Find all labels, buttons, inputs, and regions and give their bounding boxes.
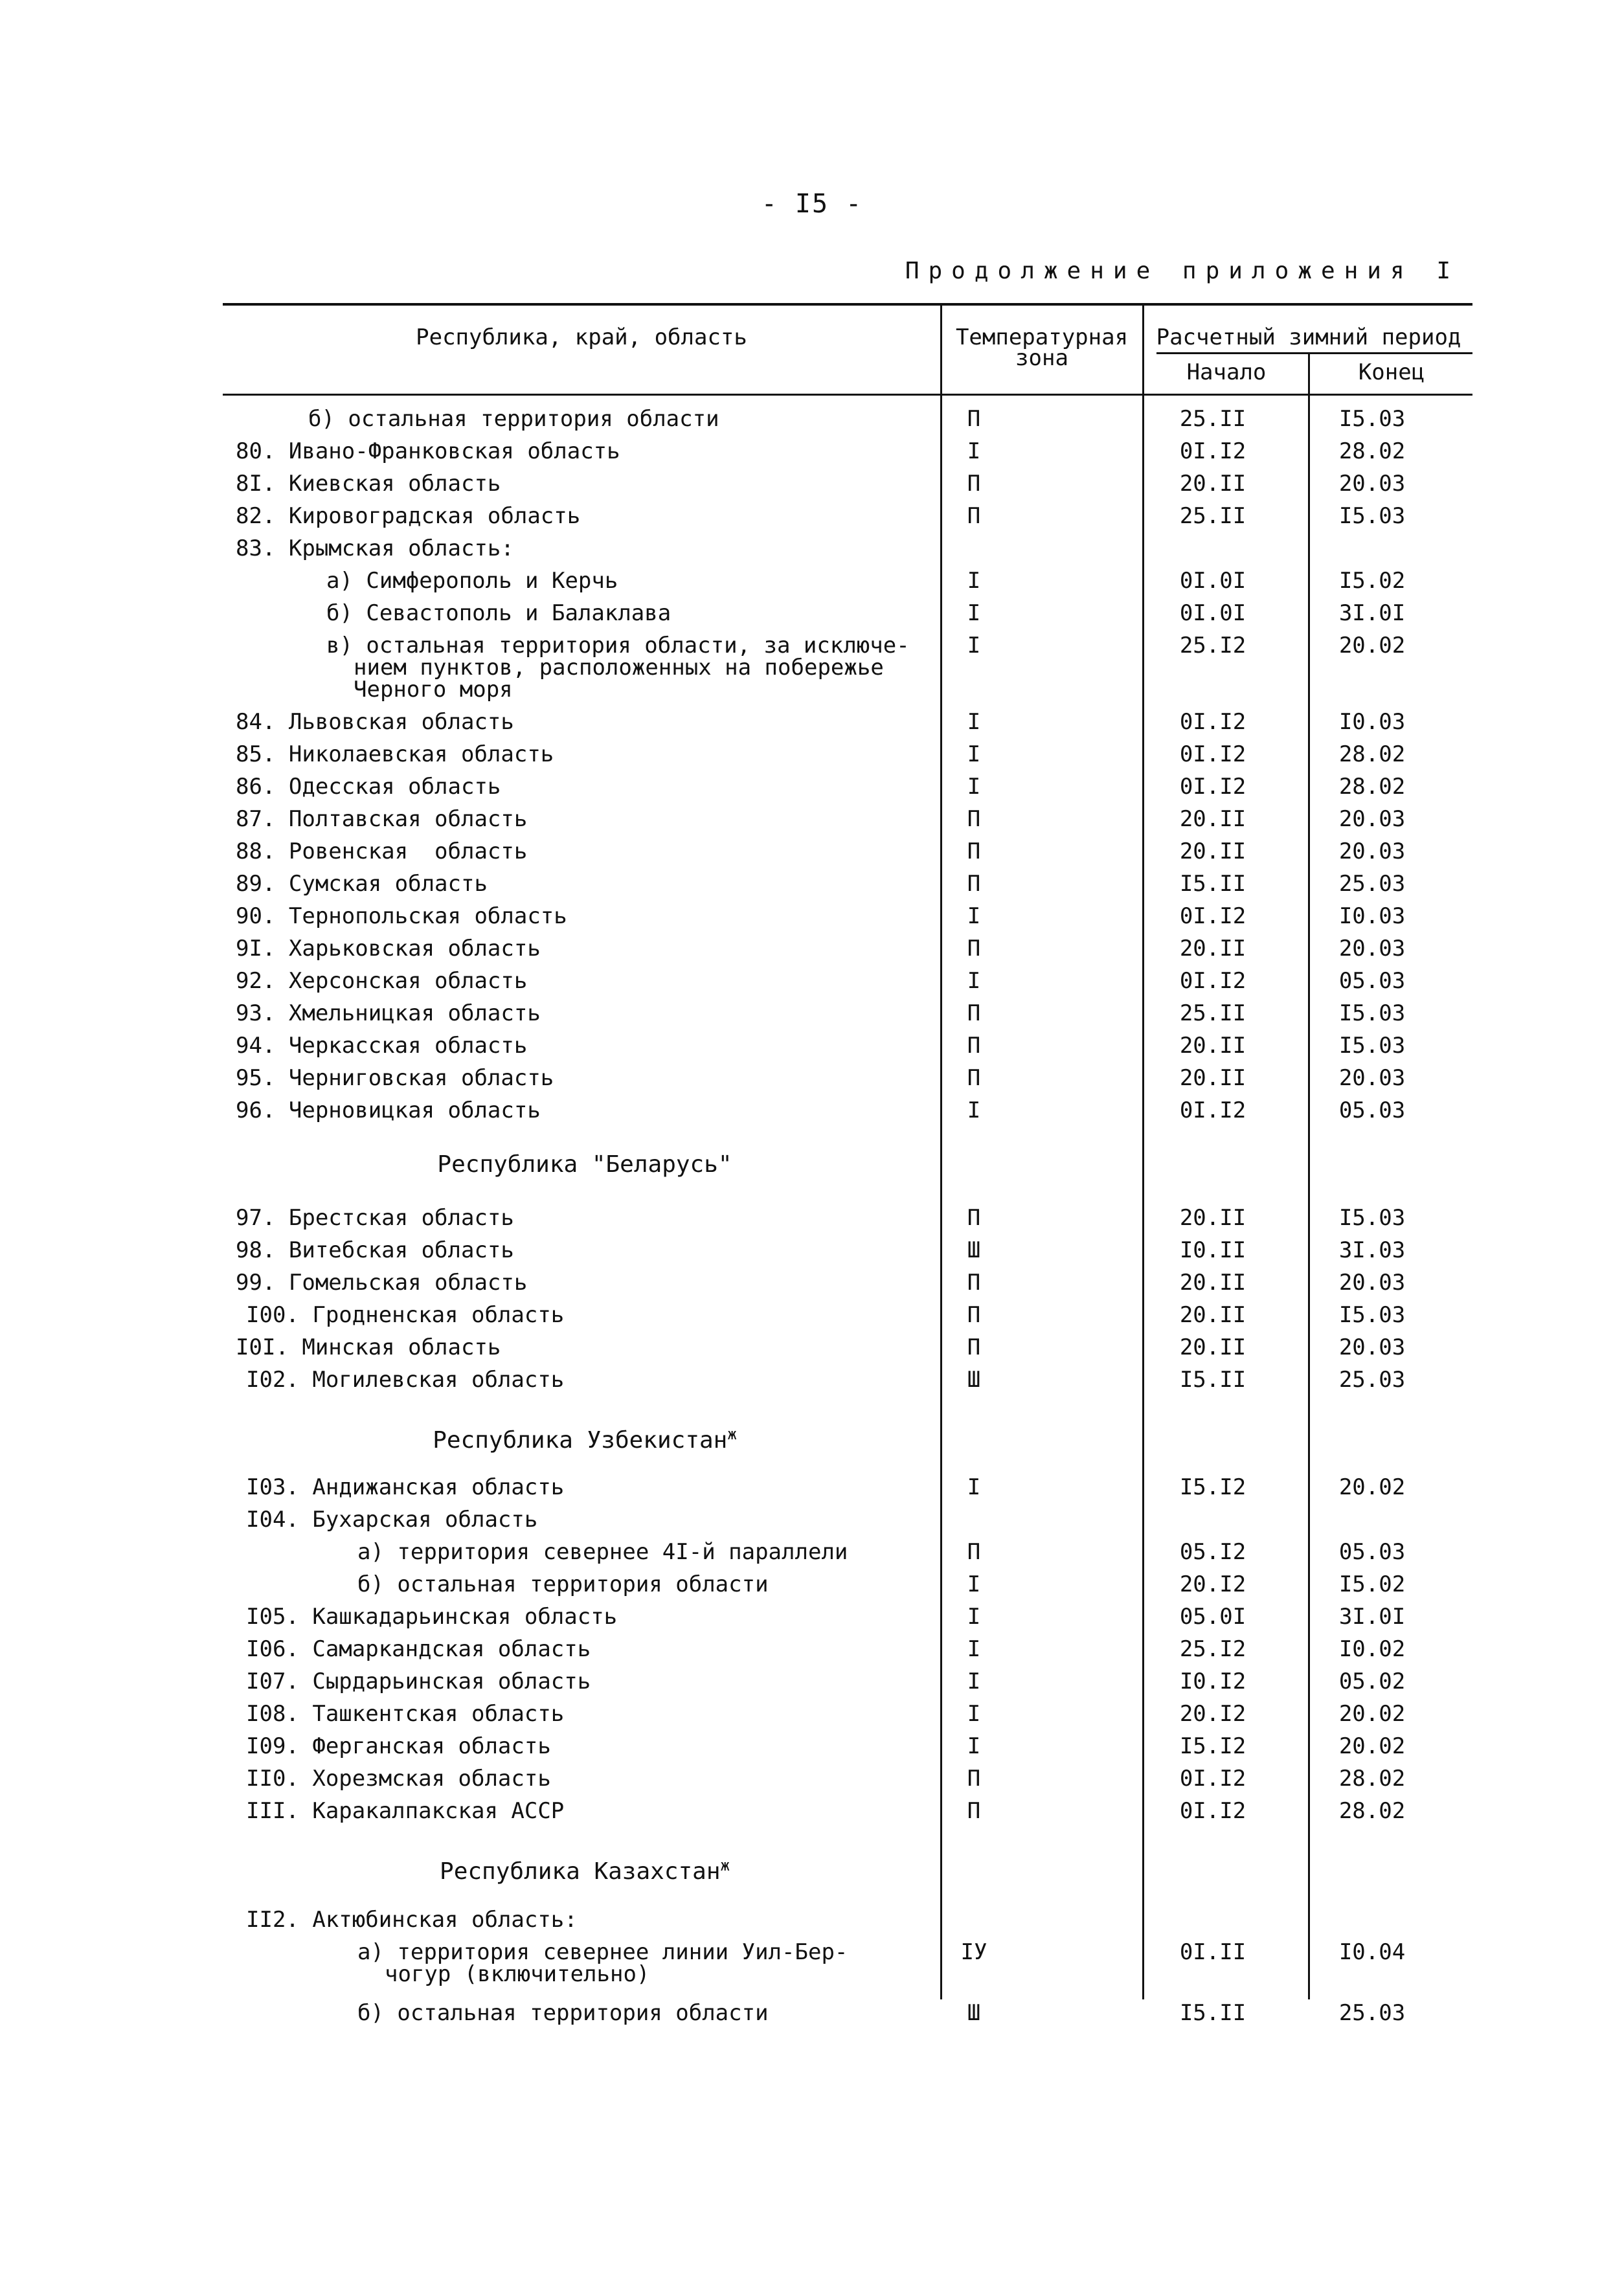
period-end: I5.03 bbox=[1338, 1205, 1406, 1231]
temperature-zone: П bbox=[967, 1270, 981, 1296]
region-name: 92. Херсонская область bbox=[236, 968, 528, 994]
period-end: 3I.0I bbox=[1338, 600, 1406, 626]
region-name: I09. Ферганская область bbox=[246, 1733, 551, 1759]
period-end: 25.03 bbox=[1338, 1367, 1406, 1393]
period-start: 20.II bbox=[1179, 1033, 1246, 1059]
period-end: 20.03 bbox=[1338, 806, 1406, 832]
period-start: 20.II bbox=[1179, 838, 1246, 864]
temperature-zone: Ш bbox=[967, 2000, 981, 2026]
zone-col-divider bbox=[940, 303, 942, 1999]
region-name: 80. Ивано-Франковская область bbox=[236, 438, 620, 464]
period-start: 25.II bbox=[1179, 503, 1246, 529]
temperature-zone: I bbox=[967, 1669, 981, 1694]
region-name: 86. Одесская область bbox=[236, 774, 501, 800]
col-header-period: Расчетный зимний период bbox=[1156, 324, 1461, 350]
temperature-zone: П bbox=[967, 1065, 981, 1091]
region-name: 99. Гомельская область bbox=[236, 1270, 528, 1296]
col-header-zone-line2: зона bbox=[1015, 345, 1068, 371]
footnote-mark: ж bbox=[720, 1856, 730, 1874]
temperature-zone: I bbox=[967, 709, 981, 735]
period-start: I0.I2 bbox=[1179, 1669, 1246, 1694]
section-title-text: Республика "Беларусь" bbox=[437, 1151, 732, 1178]
section-title-text: Республика Казахстан bbox=[440, 1858, 721, 1885]
period-start: 0I.I2 bbox=[1179, 968, 1246, 994]
period-start: 20.II bbox=[1179, 936, 1246, 962]
region-name: 95. Черниговская область bbox=[236, 1065, 554, 1091]
region-name: чогур (включительно) bbox=[385, 1961, 650, 1987]
period-end: 28.02 bbox=[1338, 1798, 1406, 1824]
temperature-zone: I bbox=[967, 1701, 981, 1727]
period-end: 20.02 bbox=[1338, 1733, 1406, 1759]
period-start: 20.II bbox=[1179, 1270, 1246, 1296]
region-name: 83. Крымская область: bbox=[236, 535, 514, 561]
period-start: 0I.I2 bbox=[1179, 438, 1246, 464]
temperature-zone: П bbox=[967, 1539, 981, 1565]
temperature-zone: IУ bbox=[960, 1939, 987, 1965]
temperature-zone: I bbox=[967, 1733, 981, 1759]
period-end: 28.02 bbox=[1338, 774, 1406, 800]
period-subheader-rule bbox=[1156, 352, 1472, 354]
period-end: I0.03 bbox=[1338, 903, 1406, 929]
col-header-end: Конец bbox=[1358, 359, 1425, 385]
period-end: 25.03 bbox=[1338, 871, 1406, 897]
region-name: а) территория севернее линии Уил-Бер- bbox=[357, 1939, 848, 1965]
period-start: 25.I2 bbox=[1179, 1636, 1246, 1662]
period-start: 0I.I2 bbox=[1179, 1798, 1246, 1824]
temperature-zone: П bbox=[967, 1033, 981, 1059]
region-name: в) остальная территория области, за исключе- bbox=[326, 633, 910, 658]
region-name: б) остальная территория области bbox=[357, 1571, 769, 1597]
col-header-zone-line1: Температурная bbox=[955, 324, 1129, 350]
section-title bbox=[223, 1423, 947, 1452]
period-end: 05.03 bbox=[1338, 1539, 1406, 1565]
table-top-rule bbox=[223, 303, 1472, 306]
period-start: 20.II bbox=[1179, 471, 1246, 497]
period-end: 20.03 bbox=[1338, 1270, 1406, 1296]
temperature-zone: Ш bbox=[967, 1237, 981, 1263]
region-name: б) Севастополь и Балаклава bbox=[326, 600, 671, 626]
period-end: 28.02 bbox=[1338, 438, 1406, 464]
header-bottom-rule bbox=[223, 394, 1472, 396]
temperature-zone: I bbox=[967, 600, 981, 626]
temperature-zone: I bbox=[967, 568, 981, 594]
period-start: I0.II bbox=[1179, 1237, 1246, 1263]
region-name: 87. Полтавская область bbox=[236, 806, 528, 832]
temperature-zone: Ш bbox=[967, 1367, 981, 1393]
period-start: 0I.0I bbox=[1179, 600, 1246, 626]
section-title bbox=[223, 1854, 947, 1883]
period-start: 20.II bbox=[1179, 1065, 1246, 1091]
footnote-mark: ж bbox=[727, 1425, 737, 1443]
temperature-zone: I bbox=[967, 1604, 981, 1630]
temperature-zone: I bbox=[967, 633, 981, 658]
period-start: I5.II bbox=[1179, 871, 1246, 897]
region-name: Черного моря bbox=[354, 677, 513, 703]
section-title-text: Республика Узбекистан bbox=[433, 1427, 728, 1454]
period-end: I5.03 bbox=[1338, 1033, 1406, 1059]
period-end: 20.02 bbox=[1338, 1701, 1406, 1727]
period-start: I5.II bbox=[1179, 2000, 1246, 2026]
period-start: 20.II bbox=[1179, 1205, 1246, 1231]
temperature-zone: П bbox=[967, 838, 981, 864]
temperature-zone: П bbox=[967, 1205, 981, 1231]
region-name: нием пунктов, расположенных на побережье bbox=[354, 655, 884, 680]
period-col-divider bbox=[1142, 303, 1144, 1999]
region-name: а) Симферополь и Керчь bbox=[326, 568, 618, 594]
region-name: I03. Андижанская область bbox=[246, 1474, 565, 1500]
region-name: I07. Сырдарьинская область bbox=[246, 1669, 591, 1694]
period-end: 3I.0I bbox=[1338, 1604, 1406, 1630]
region-name: III. Каракалпакская АССР bbox=[246, 1798, 565, 1824]
temperature-zone: П bbox=[967, 1766, 981, 1792]
period-start: 25.I2 bbox=[1179, 633, 1246, 658]
period-start: 0I.II bbox=[1179, 1939, 1246, 1965]
period-start: I5.I2 bbox=[1179, 1474, 1246, 1500]
period-end: I0.04 bbox=[1338, 1939, 1406, 1965]
region-name: 93. Хмельницкая область bbox=[236, 1000, 541, 1026]
region-name: 82. Кировоградская область bbox=[236, 503, 581, 529]
temperature-zone: П bbox=[967, 471, 981, 497]
period-end: 20.03 bbox=[1338, 1065, 1406, 1091]
period-end: I5.03 bbox=[1338, 1000, 1406, 1026]
col-header-region: Республика, край, область bbox=[416, 324, 747, 350]
region-name: I05. Кашкадарьинская область bbox=[246, 1604, 618, 1630]
col-header-start: Начало bbox=[1186, 359, 1267, 385]
period-start: 0I.I2 bbox=[1179, 774, 1246, 800]
period-end: 20.02 bbox=[1338, 633, 1406, 658]
period-start: 20.I2 bbox=[1179, 1701, 1246, 1727]
region-name: 84. Львовская область bbox=[236, 709, 514, 735]
region-name: 90. Тернопольская область bbox=[236, 903, 567, 929]
start-end-divider bbox=[1308, 352, 1310, 1999]
period-end: 3I.03 bbox=[1338, 1237, 1406, 1263]
period-end: I5.03 bbox=[1338, 406, 1406, 432]
temperature-zone: П bbox=[967, 406, 981, 432]
period-start: 05.0I bbox=[1179, 1604, 1246, 1630]
temperature-zone: I bbox=[967, 903, 981, 929]
region-name: 8I. Киевская область bbox=[236, 471, 501, 497]
period-end: 20.03 bbox=[1338, 838, 1406, 864]
temperature-zone: П bbox=[967, 1000, 981, 1026]
temperature-zone: П bbox=[967, 806, 981, 832]
period-end: 25.03 bbox=[1338, 2000, 1406, 2026]
temperature-zone: I bbox=[967, 1474, 981, 1500]
period-end: 05.03 bbox=[1338, 1097, 1406, 1123]
temperature-zone: П bbox=[967, 1302, 981, 1328]
region-name: 85. Николаевская область bbox=[236, 741, 554, 767]
temperature-zone: I bbox=[967, 1636, 981, 1662]
region-name: а) территория севернее 4I-й параллели bbox=[357, 1539, 848, 1565]
region-name: б) остальная территория области bbox=[308, 406, 719, 432]
region-name: I08. Ташкентская область bbox=[246, 1701, 565, 1727]
section-title bbox=[223, 1151, 947, 1178]
period-start: 0I.I2 bbox=[1179, 1097, 1246, 1123]
region-name: 96. Черновицкая область bbox=[236, 1097, 541, 1123]
region-name: I0I. Минская область bbox=[236, 1334, 501, 1360]
period-start: I5.I2 bbox=[1179, 1733, 1246, 1759]
region-name: II0. Хорезмская область bbox=[246, 1766, 551, 1792]
period-start: 20.I2 bbox=[1179, 1571, 1246, 1597]
temperature-zone: П bbox=[967, 503, 981, 529]
region-name: б) остальная территория области bbox=[357, 2000, 769, 2026]
period-end: 28.02 bbox=[1338, 741, 1406, 767]
continuation-title: Продолжение приложения I bbox=[905, 258, 1460, 284]
period-start: 0I.I2 bbox=[1179, 709, 1246, 735]
region-name: 9I. Харьковская область bbox=[236, 936, 541, 962]
period-end: 28.02 bbox=[1338, 1766, 1406, 1792]
period-start: 20.II bbox=[1179, 806, 1246, 832]
period-start: 0I.I2 bbox=[1179, 741, 1246, 767]
winter-period-table bbox=[223, 303, 1472, 2026]
region-name: 89. Сумская область bbox=[236, 871, 488, 897]
region-name: I04. Бухарская область bbox=[246, 1507, 538, 1533]
period-end: I5.03 bbox=[1338, 503, 1406, 529]
period-start: 0I.0I bbox=[1179, 568, 1246, 594]
period-end: 20.03 bbox=[1338, 1334, 1406, 1360]
period-end: I5.02 bbox=[1338, 568, 1406, 594]
temperature-zone: П bbox=[967, 1798, 981, 1824]
region-name: 94. Черкасская область bbox=[236, 1033, 528, 1059]
region-name: I00. Гродненская область bbox=[246, 1302, 565, 1328]
period-end: I5.03 bbox=[1338, 1302, 1406, 1328]
period-start: 20.II bbox=[1179, 1302, 1246, 1328]
period-end: I5.02 bbox=[1338, 1571, 1406, 1597]
period-start: I5.II bbox=[1179, 1367, 1246, 1393]
period-end: 20.02 bbox=[1338, 1474, 1406, 1500]
region-name: 88. Ровенская область bbox=[236, 838, 528, 864]
temperature-zone: I bbox=[967, 1097, 981, 1123]
temperature-zone: I bbox=[967, 438, 981, 464]
region-name: I02. Могилевская область bbox=[246, 1367, 565, 1393]
temperature-zone: I bbox=[967, 741, 981, 767]
region-name: 97. Брестская область bbox=[236, 1205, 514, 1231]
period-end: 05.03 bbox=[1338, 968, 1406, 994]
period-start: 0I.I2 bbox=[1179, 1766, 1246, 1792]
period-end: 20.03 bbox=[1338, 471, 1406, 497]
period-end: 20.03 bbox=[1338, 936, 1406, 962]
temperature-zone: I bbox=[967, 968, 981, 994]
period-start: 25.II bbox=[1179, 1000, 1246, 1026]
period-start: 05.I2 bbox=[1179, 1539, 1246, 1565]
temperature-zone: I bbox=[967, 1571, 981, 1597]
temperature-zone: П bbox=[967, 936, 981, 962]
period-end: I0.02 bbox=[1338, 1636, 1406, 1662]
period-start: 20.II bbox=[1179, 1334, 1246, 1360]
temperature-zone: П bbox=[967, 1334, 981, 1360]
region-name: I06. Самаркандская область bbox=[246, 1636, 591, 1662]
temperature-zone: П bbox=[967, 871, 981, 897]
region-name: 98. Витебская область bbox=[236, 1237, 514, 1263]
region-name: II2. Актюбинская область: bbox=[246, 1907, 578, 1933]
period-start: 0I.I2 bbox=[1179, 903, 1246, 929]
period-end: 05.02 bbox=[1338, 1669, 1406, 1694]
temperature-zone: I bbox=[967, 774, 981, 800]
period-end: I0.03 bbox=[1338, 709, 1406, 735]
period-start: 25.II bbox=[1179, 406, 1246, 432]
page-number: - I5 - bbox=[761, 189, 863, 219]
